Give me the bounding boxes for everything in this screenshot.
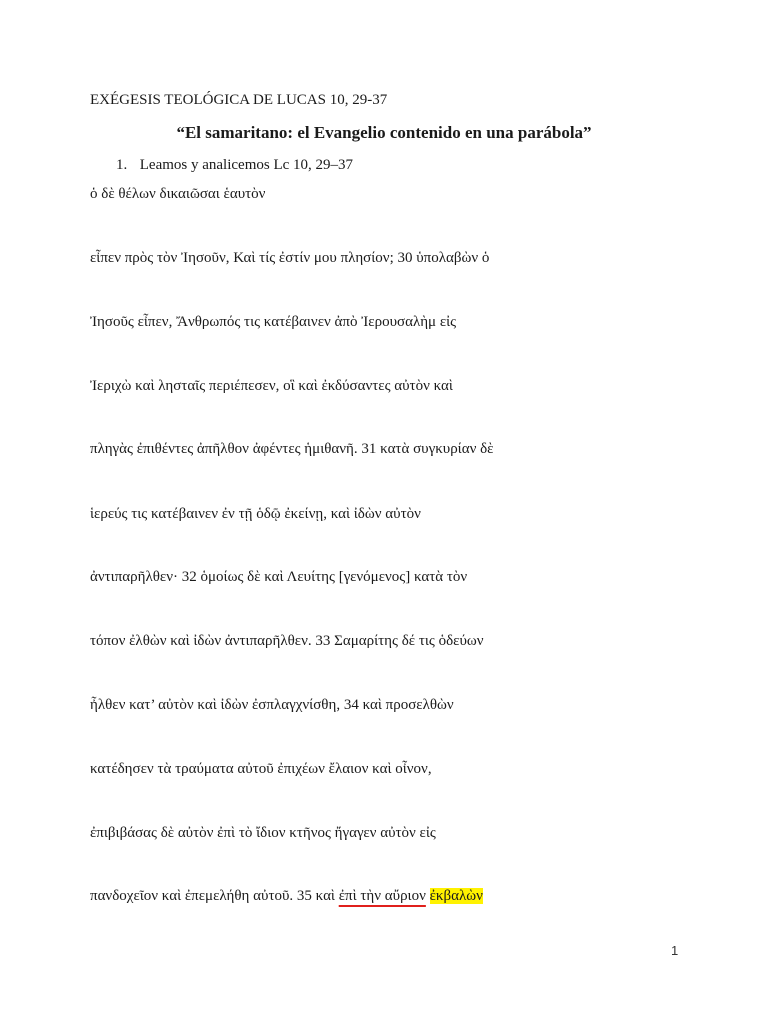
greek-text-line: ἱερεύς τις κατέβαινεν ἐν τῇ ὁδῷ ἐκείνῃ, καὶ ἰδὼν αὐτὸν	[90, 506, 421, 522]
document-header: EXÉGESIS TEOLÓGICA DE LUCAS 10, 29-37	[90, 92, 388, 108]
greek-text-line-last	[90, 888, 483, 905]
greek-text-line: ἐπιβιβάσας δὲ αὐτὸν ἐπὶ τὸ ἴδιον κτῆνος ἤγαγεν αὐτὸν εἰς	[90, 825, 436, 841]
greek-text-line: τόπον ἐλθὼν καὶ ἰδὼν ἀντιπαρῆλθεν. 33 Σαμαρίτης δέ τις ὁδεύων	[90, 633, 484, 649]
document-title: “El samaritano: el Evangelio contenido en una parábola”	[176, 123, 592, 142]
greek-text-line: εἶπεν πρὸς τὸν Ἰησοῦν, Καὶ τίς ἐστίν μου πλησίον; 30 ὑπολαβὼν ὁ	[90, 250, 490, 266]
greek-text-line: Ἰησοῦς εἶπεν, Ἄνθρωπός τις κατέβαινεν ἀπὸ Ἰερουσαλὴμ εἰς	[90, 314, 457, 330]
list-item-text: Leamos y analicemos Lc 10, 29–37	[139, 157, 354, 173]
yellow-highlighted-word: ἐκβαλὼν	[429, 888, 483, 904]
last-line-prefix: πανδοχεῖον καὶ ἐπεμελήθη αὐτοῦ. 35 καὶ	[90, 888, 339, 904]
list-item-number: 1.	[116, 157, 128, 173]
list-item	[116, 157, 353, 174]
red-underlined-phrase: ἐπὶ τὴν αὔριον	[338, 888, 426, 904]
greek-text-line: ὁ δὲ θέλων δικαιῶσαι ἑαυτὸν	[90, 186, 266, 202]
greek-text-line: ἀντιπαρῆλθεν· 32 ὁμοίως δὲ καὶ Λευίτης [γενόμενος] κατὰ τὸν	[90, 569, 468, 585]
page-number: 1	[671, 943, 679, 958]
greek-text-line: πληγὰς ἐπιθέντες ἀπῆλθον ἀφέντες ἡμιθανῆ. 31 κατὰ συγκυρίαν δὲ	[90, 441, 494, 457]
greek-text-line: ἦλθεν κατ’ αὐτὸν καὶ ἰδὼν ἐσπλαγχνίσθη, 34 καὶ προσελθὼν	[90, 697, 454, 713]
greek-text-line: κατέδησεν τὰ τραύματα αὐτοῦ ἐπιχέων ἔλαιον καὶ οἶνον,	[90, 761, 432, 777]
greek-text-line: Ἰεριχὼ καὶ λησταῖς περιέπεσεν, οἳ καὶ ἐκδύσαντες αὐτὸν καὶ	[90, 378, 453, 394]
